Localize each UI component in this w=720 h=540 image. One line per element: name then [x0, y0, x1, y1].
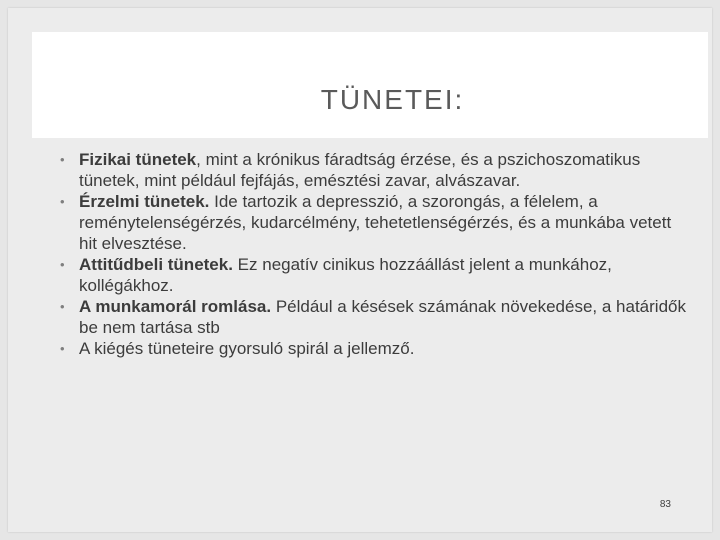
bullet-text: Ide tartozik a depresszió, a szorongás, a félelem, a reménytelenségérzés, kudarcélmény, tehetetlenségérzés, és a munkába vetett hit elvesztése.: [79, 192, 672, 253]
bullet-icon: •: [60, 194, 65, 209]
bullet-icon: •: [60, 341, 65, 356]
bullet-item: [60, 296, 690, 338]
slide-title: TÜNETEI:: [320, 84, 465, 115]
bullet-bold: Fizikai tünetek: [79, 150, 197, 169]
bullet-bold: A munkamorál romlása.: [79, 297, 272, 316]
bullet-icon: •: [60, 152, 65, 167]
bullet-text: Például a késések számának növekedése, a határidők be nem tartása stb: [79, 297, 686, 337]
bullet-text: Ez negatív cinikus hozzáállást jelent a munkához, kollégákhoz.: [79, 255, 612, 295]
title-box: [32, 32, 708, 138]
bullet-item: [60, 149, 690, 191]
bullet-list: [60, 149, 690, 359]
page-number: 83: [659, 499, 671, 510]
slide: [8, 8, 712, 532]
bullet-bold: Attitűdbeli tünetek.: [79, 255, 233, 274]
bullet-item: [60, 338, 690, 359]
bullet-icon: •: [60, 299, 65, 314]
bullet-text: , mint a krónikus fáradtság érzése, és a pszichoszomatikus tünetek, mint például fejfájás, emésztési zavar, alvászavar.: [79, 150, 641, 190]
bullet-text: A kiégés tüneteire gyorsuló spirál a jellemző.: [79, 339, 415, 358]
bullet-bold: Érzelmi tünetek.: [79, 192, 210, 211]
bullet-icon: •: [60, 257, 65, 272]
bullet-item: [60, 254, 690, 296]
bullet-item: [60, 191, 690, 254]
